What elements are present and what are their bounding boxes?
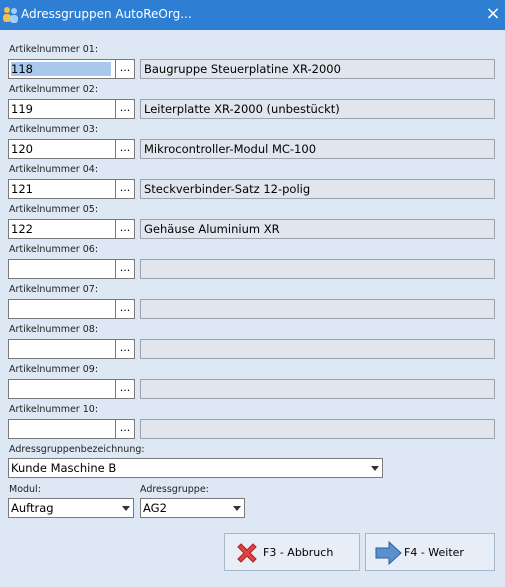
article-07-description [140,299,495,319]
article-02-label: Artikelnummer 02: [9,84,99,95]
article-04-number-input[interactable]: 121 [8,179,116,199]
article-10-browse-button[interactable]: ... [115,419,135,439]
article-04-label: Artikelnummer 04: [9,164,99,175]
article-03-description: Mikrocontroller-Modul MC-100 [140,139,495,159]
article-10-number-input[interactable] [8,419,116,439]
address-group-value: AG2 [143,501,167,515]
article-07-label: Artikelnummer 07: [9,284,99,295]
article-06-browse-button[interactable]: ... [115,259,135,279]
blue-arrow-right-icon [374,539,402,567]
article-05-label: Artikelnummer 05: [9,204,99,215]
title-bar [0,0,505,30]
article-07-browse-button[interactable]: ... [115,299,135,319]
article-05-browse-button[interactable]: ... [115,219,135,239]
article-06-description [140,259,495,279]
chevron-down-icon [233,506,241,511]
article-03-label: Artikelnummer 03: [9,124,99,135]
next-button-label: F4 - Weiter [404,546,464,559]
article-08-label: Artikelnummer 08: [9,324,99,335]
next-button[interactable] [365,533,495,571]
article-09-description [140,379,495,399]
article-03-browse-button[interactable]: ... [115,139,135,159]
chevron-down-icon [371,466,379,471]
article-01-description: Baugruppe Steuerplatine XR-2000 [140,59,495,79]
article-01-label: Artikelnummer 01: [9,44,99,55]
group-name-combobox[interactable] [8,458,383,478]
article-05-number-input[interactable]: 122 [8,219,116,239]
article-09-label: Artikelnummer 09: [9,364,99,375]
article-08-description [140,339,495,359]
cancel-button-label: F3 - Abbruch [263,546,334,559]
module-value: Auftrag [11,501,54,515]
article-06-number-input[interactable] [8,259,116,279]
article-04-description: Steckverbinder-Satz 12-polig [140,179,495,199]
address-group-combobox[interactable] [140,498,245,518]
close-button[interactable]: × [485,3,501,24]
article-04-browse-button[interactable]: ... [115,179,135,199]
article-02-description: Leiterplatte XR-2000 (unbestückt) [140,99,495,119]
article-09-number-input[interactable] [8,379,116,399]
article-01-browse-button[interactable]: ... [115,59,135,79]
group-name-value: Kunde Maschine B [11,461,117,475]
article-02-number-input[interactable]: 119 [8,99,116,119]
article-02-browse-button[interactable]: ... [115,99,135,119]
module-combobox[interactable] [8,498,134,518]
article-10-label: Artikelnummer 10: [9,404,99,415]
cancel-button[interactable] [224,533,360,571]
group-name-label: Adressgruppenbezeichnung: [9,444,145,455]
article-06-label: Artikelnummer 06: [9,244,99,255]
article-03-number-input[interactable]: 120 [8,139,116,159]
app-people-icon [2,4,20,24]
module-label: Modul: [9,484,41,495]
article-08-number-input[interactable] [8,339,116,359]
article-01-number-value: 118 [11,62,111,76]
article-10-description [140,419,495,439]
red-x-icon [233,539,261,567]
chevron-down-icon [122,506,130,511]
article-07-number-input[interactable] [8,299,116,319]
article-08-browse-button[interactable]: ... [115,339,135,359]
article-05-description: Gehäuse Aluminium XR [140,219,495,239]
article-09-browse-button[interactable]: ... [115,379,135,399]
article-01-number-input[interactable] [8,59,116,79]
window-title: Adressgruppen AutoReOrg... [21,7,192,21]
address-group-label: Adressgruppe: [140,484,209,495]
